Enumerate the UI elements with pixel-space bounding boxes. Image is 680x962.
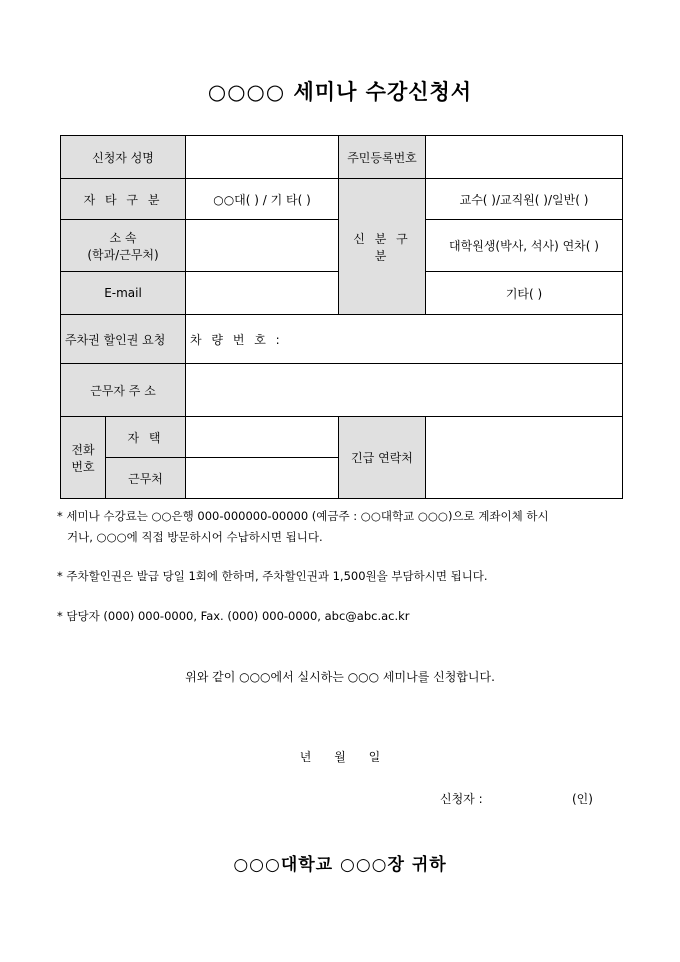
resident-number-label: 주민등록번호 <box>339 136 426 179</box>
department-label <box>61 220 186 272</box>
contact-note: * 담당자 (000) 000-0000, Fax. (000) 000-0000, abc@abc.ac.kr <box>57 609 410 623</box>
payment-note-line1: * 세미나 수강료는 ○○은행 000-000000-00000 (예금주 : ○○대학교 ○○○)으로 계좌이체 하시 <box>57 509 549 523</box>
emergency-contact-label: 긴급 연락처 <box>339 417 426 499</box>
emergency-contact-field[interactable] <box>426 417 623 499</box>
car-number-field[interactable]: 차 량 번 호 : <box>186 315 623 364</box>
department-field[interactable] <box>186 220 339 272</box>
payment-note <box>57 506 627 548</box>
phone-label-top: 전화 <box>71 442 95 457</box>
status-option-other[interactable]: 기타( ) <box>426 272 623 315</box>
work-phone-field[interactable] <box>186 458 339 499</box>
work-address-label: 근무자 주 소 <box>61 364 186 417</box>
work-address-field[interactable] <box>186 364 623 417</box>
addressee-footer: ○○○대학교 ○○○장 귀하 <box>233 855 447 875</box>
parking-request-label: 주차권 할인권 요청 <box>61 315 186 364</box>
phone-label-bottom: 번호 <box>71 459 95 474</box>
phone-number-label <box>61 417 106 499</box>
applicant-name-field[interactable] <box>186 136 339 179</box>
work-phone-label: 근무처 <box>106 458 186 499</box>
resident-number-field[interactable] <box>426 136 623 179</box>
email-field[interactable] <box>186 272 339 315</box>
application-form-table <box>60 135 623 499</box>
seal-mark: (인) <box>572 792 593 806</box>
status-label: 신 분 구 분 <box>339 179 426 315</box>
status-option-graduate[interactable]: 대학원생(박사, 석사) 연차( ) <box>426 220 623 272</box>
status-option-faculty[interactable]: 교수( )/교직원( )/일반( ) <box>426 179 623 220</box>
affiliation-type-label: 자 타 구 분 <box>61 179 186 220</box>
declaration-text: 위와 같이 ○○○에서 실시하는 ○○○ 세미나를 신청합니다. <box>185 670 495 684</box>
email-label: E-mail <box>61 272 186 315</box>
form-title: ○○○○ 세미나 수강신청서 <box>207 79 473 104</box>
home-phone-field[interactable] <box>186 417 339 458</box>
department-label-top: 소 속 <box>109 230 137 245</box>
affiliation-type-field[interactable]: ○○대( ) / 기 타( ) <box>186 179 339 220</box>
home-phone-label: 자 택 <box>106 417 186 458</box>
department-label-bottom: (학과/근무처) <box>87 247 159 262</box>
payment-note-line2: 거나, ○○○에 직접 방문하시어 수납하시면 됩니다. <box>67 530 323 544</box>
parking-note: * 주차할인권은 발급 당일 1회에 한하며, 주차할인권과 1,500원을 부담하시면 됩니다. <box>57 569 488 583</box>
applicant-name-label: 신청자 성명 <box>61 136 186 179</box>
applicant-signature-label: 신청자 : <box>440 792 483 806</box>
date-line: 년 월 일 <box>299 750 381 764</box>
